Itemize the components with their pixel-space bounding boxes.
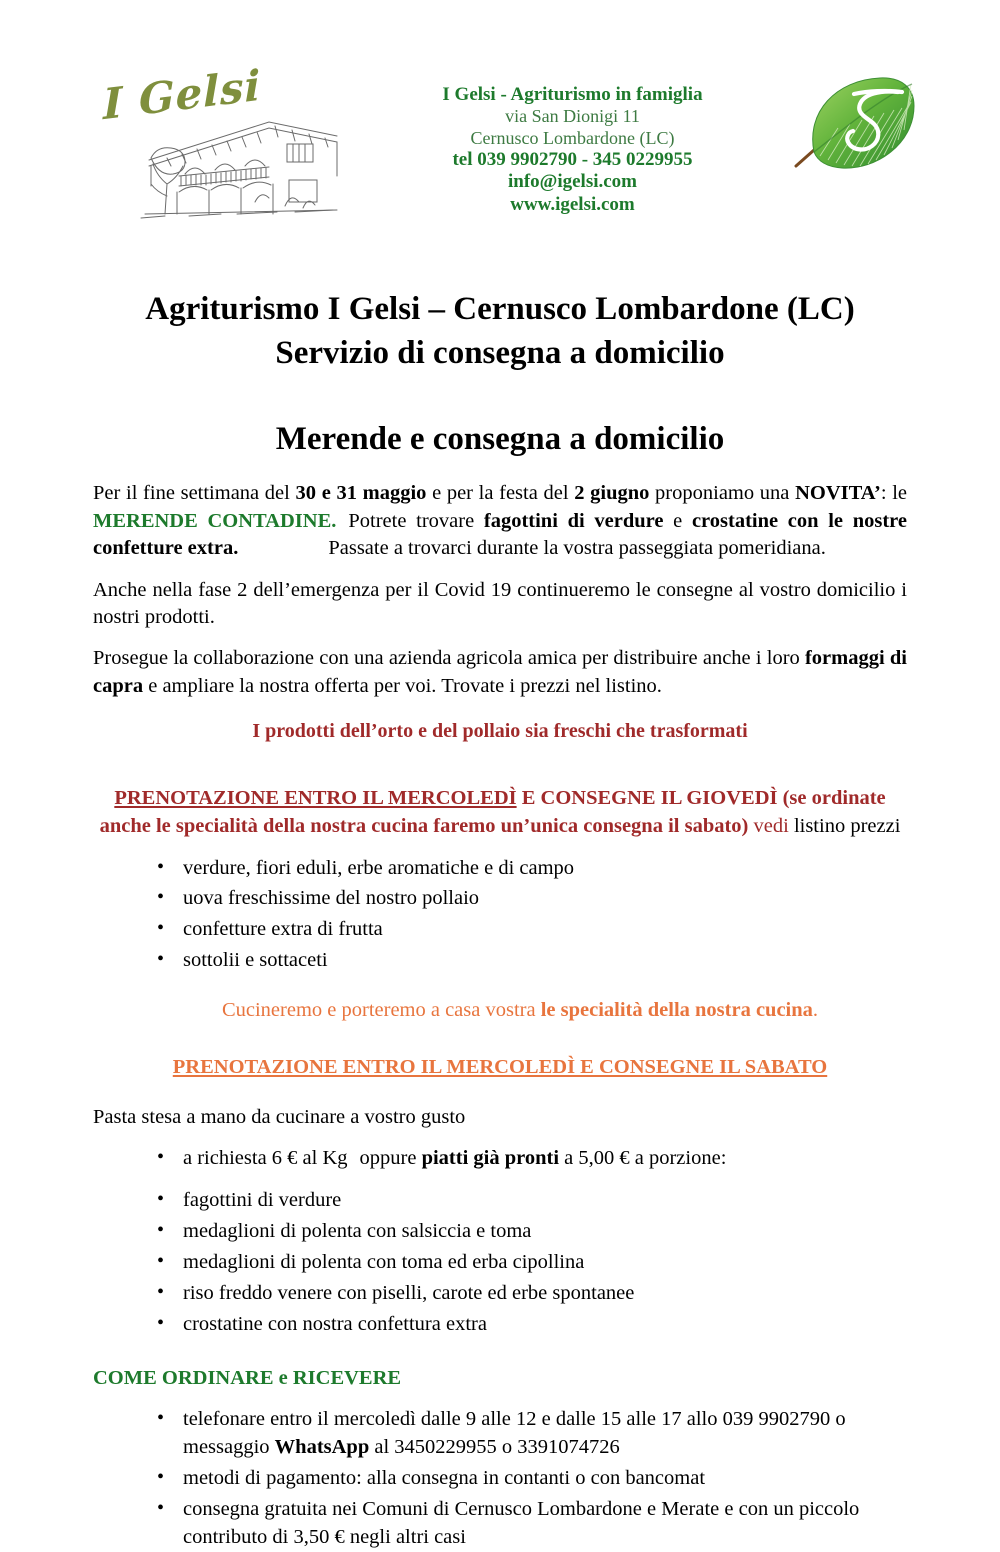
order-item1-a: telefonare entro il mercoledì dalle 9 alle 12 e dalle 15 alle 17 allo 039 9902790 o messaggio [183, 1408, 846, 1459]
piatti-pronti-bold: piatti già pronti [421, 1147, 560, 1170]
farmhouse-sketch-icon [137, 114, 347, 224]
booking-thursday-heading [93, 785, 907, 840]
intro-p1-i: Potrete trovare [348, 509, 484, 532]
booking-thursday-listino: listino prezzi [793, 814, 901, 837]
i-gelsi-logo [95, 62, 365, 222]
booking-thursday-underlined: PRENOTAZIONE ENTRO IL MERCOLEDÌ [114, 787, 517, 810]
business-contact-block [365, 62, 780, 216]
intro-paragraph-2: Anche nella fase 2 dell’emergenza per il Covid 19 continueremo le consegne al vostro domicilio i nostri prodotti. [93, 578, 907, 628]
page-title [0, 288, 1000, 375]
whatsapp-bold: WhatsApp [274, 1436, 370, 1459]
email-address[interactable]: info@igelsi.com [507, 171, 638, 193]
cooking-note-bold: le specialità della nostra cucina [540, 999, 813, 1022]
price-b: oppure [359, 1147, 422, 1170]
price-a: a richiesta 6 € al Kg [183, 1147, 348, 1170]
cooking-note-suffix: . [812, 999, 819, 1022]
how-to-order-heading: COME ORDINARE e RICEVERE [93, 1366, 402, 1389]
intro-p3-a: Prosegue la collaborazione con una azienda agricola amica per distribuire anche i loro [93, 647, 805, 670]
list-item: • verdure, fiori eduli, erbe aromatiche e di campo [151, 855, 907, 883]
address-city: Cernusco Lombardone (LC) [470, 127, 675, 148]
intro-dates-bold: 30 e 31 maggio [295, 482, 427, 505]
list-item: • medaglioni di polenta con toma ed erba cipollina [151, 1249, 907, 1277]
list-item: • confetture extra di frutta [151, 916, 907, 944]
list-item [151, 1406, 907, 1462]
how-to-order-list [93, 1406, 907, 1551]
green-leaf-icon [780, 68, 930, 188]
list-item: • medaglioni di polenta con salsiccia e toma [151, 1218, 907, 1246]
intro-p1-c: e per la festa del [426, 482, 575, 505]
crostatine-bold: crostatine con le nostre confetture extra [93, 509, 907, 560]
booking-thursday-vedi: vedi [748, 814, 794, 837]
title-line-2: Servizio di consegna a domicilio [275, 334, 725, 371]
phone-numbers: tel 039 9902790 - 345 0229955 [452, 148, 693, 170]
dishes-list [93, 1187, 907, 1338]
pasta-price-list [93, 1145, 907, 1173]
formaggi-capra-bold: formaggi di capra [93, 647, 907, 697]
list-item: • metodi di pagamento: alla consegna in contanti o con bancomat [151, 1465, 907, 1493]
price-c: a 5,00 € a porzione: [559, 1147, 727, 1170]
intro-p1-m: . [233, 537, 239, 560]
business-name: I Gelsi - Agriturismo in famiglia [442, 84, 703, 105]
leaf-monogram-logo [780, 62, 930, 198]
products-list [93, 855, 907, 976]
intro-p1-k: e [663, 509, 692, 532]
document-body [0, 480, 1000, 1551]
list-item: • consegna gratuita nei Comuni di Cernusco Lombardone e Merate e con un piccolo contributo di 3,50 € negli altri casi [151, 1496, 907, 1552]
intro-paragraph-1 [93, 480, 907, 562]
intro-p1-g: : le [880, 482, 908, 505]
list-item: • sottolii e sottaceti [151, 947, 907, 975]
list-item: • uova freschissime del nostro pollaio [151, 885, 907, 913]
list-item: • crostatine con nostra confettura extra [151, 1311, 907, 1339]
document-header [0, 0, 1000, 240]
fagottini-bold: fagottini di verdure [483, 509, 664, 532]
address-street: via San Dionigi 11 [505, 106, 640, 127]
page-subtitle: Merende e consegna a domicilio [275, 421, 725, 458]
list-item: • fagottini di verdure [151, 1187, 907, 1215]
booking-thursday-red: E CONSEGNE IL GIOVEDÌ (se ordinate anche le specialità della nostra cucina faremo un’unica consegna il sabato) [99, 787, 886, 837]
tagline-red: I prodotti dell’orto e del pollaio sia freschi che trasformati [252, 720, 748, 743]
i-gelsi-script-text: I Gelsi [102, 60, 262, 130]
order-item1-b: al 3450229955 o 3391074726 [369, 1436, 620, 1459]
booking-saturday-heading: PRENOTAZIONE ENTRO IL MERCOLEDÌ E CONSEGNE IL SABATO [172, 1056, 828, 1079]
intro-date-giugno-bold: 2 giugno [574, 482, 650, 505]
cooking-note-prefix: Cucineremo e porteremo a casa vostra [221, 999, 541, 1022]
intro-paragraph-3 [93, 645, 907, 700]
pasta-line: Pasta stesa a mano da cucinare a vostro gusto [93, 1105, 466, 1128]
intro-novita-bold: NOVITA’ [795, 482, 881, 505]
intro-passate: Passate a trovarci durante la vostra passeggiata pomeridiana. [328, 537, 826, 560]
list-item [151, 1145, 907, 1173]
intro-p3-c: e ampliare la nostra offerta per voi. Trovate i prezzi nel listino. [143, 674, 662, 697]
merende-contadine-green: MERENDE CONTADINE. [93, 509, 337, 532]
title-line-1: Agriturismo I Gelsi – Cernusco Lombardone (LC) [145, 291, 855, 327]
cooking-note [93, 997, 907, 1024]
intro-p1-a: Per il fine settimana del [93, 482, 296, 505]
list-item: • riso freddo venere con piselli, carote ed erbe spontanee [151, 1280, 907, 1308]
intro-p1-e: proponiamo una [649, 482, 796, 505]
website-url[interactable]: www.igelsi.com [510, 193, 635, 215]
